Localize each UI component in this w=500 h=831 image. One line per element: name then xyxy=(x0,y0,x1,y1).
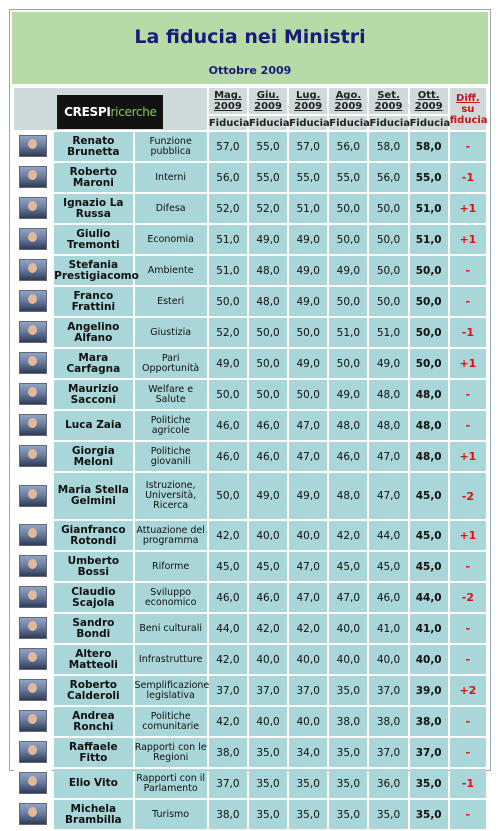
minister-photo-cell xyxy=(14,738,52,767)
fiducia-value: 55,0 xyxy=(249,163,287,192)
ministry-name: Politiche comunitarie xyxy=(135,707,207,736)
fiducia-value: 50,0 xyxy=(289,380,327,409)
minister-name: Giorgia Meloni xyxy=(54,442,132,471)
diff-value: -2 xyxy=(450,583,486,612)
fiducia-value: 49,0 xyxy=(329,256,367,285)
fiducia-value: 37,0 xyxy=(369,738,407,767)
table-row xyxy=(14,645,486,674)
minister-name: Ignazio La Russa xyxy=(54,194,132,223)
fiducia-value: 55,0 xyxy=(249,132,287,161)
fiducia-value: 48,0 xyxy=(410,380,448,409)
minister-photo-cell xyxy=(14,645,52,674)
fiducia-value: 57,0 xyxy=(209,132,247,161)
table-row xyxy=(14,380,486,409)
minister-photo xyxy=(19,321,47,343)
fiducia-value: 46,0 xyxy=(329,442,367,471)
minister-name: Mara Carfagna xyxy=(54,349,132,378)
table-row xyxy=(14,521,486,550)
minister-photo-cell xyxy=(14,411,52,440)
ministry-name: Politiche giovanili xyxy=(135,442,207,471)
logo-cell xyxy=(14,88,207,130)
fiducia-value: 48,0 xyxy=(410,411,448,440)
month-header: Lug. 2009 xyxy=(289,88,327,114)
fiducia-value: 44,0 xyxy=(209,614,247,643)
diff-value: -1 xyxy=(450,318,486,347)
ministry-name: Difesa xyxy=(135,194,207,223)
table-row xyxy=(14,707,486,736)
ministry-name: Turismo xyxy=(135,800,207,829)
fiducia-value: 40,0 xyxy=(369,645,407,674)
minister-photo xyxy=(19,290,47,312)
minister-name: Raffaele Fitto xyxy=(54,738,132,767)
minister-name: Sandro Bondi xyxy=(54,614,132,643)
fiducia-value: 40,0 xyxy=(249,707,287,736)
diff-value: -2 xyxy=(450,473,486,519)
fiducia-value: 48,0 xyxy=(249,256,287,285)
fiducia-value: 35,0 xyxy=(410,769,448,798)
fiducia-value: 48,0 xyxy=(410,442,448,471)
fiducia-value: 38,0 xyxy=(329,707,367,736)
fiducia-value: 50,0 xyxy=(329,287,367,316)
fiducia-value: 40,0 xyxy=(249,645,287,674)
diff-value: -1 xyxy=(450,769,486,798)
minister-photo xyxy=(19,555,47,577)
fiducia-value: 45,0 xyxy=(410,552,448,581)
table-body xyxy=(14,132,486,829)
fiducia-value: 50,0 xyxy=(209,380,247,409)
fiducia-value: 41,0 xyxy=(410,614,448,643)
fiducia-value: 42,0 xyxy=(209,707,247,736)
diff-value: - xyxy=(450,800,486,829)
fiducia-value: 50,0 xyxy=(369,194,407,223)
fiducia-value: 51,0 xyxy=(369,318,407,347)
table-row xyxy=(14,318,486,347)
diff-value: +1 xyxy=(450,442,486,471)
ministry-name: Esteri xyxy=(135,287,207,316)
ministry-name: Riforme xyxy=(135,552,207,581)
fiducia-value: 48,0 xyxy=(329,473,367,519)
table-row xyxy=(14,442,486,471)
fiducia-value: 55,0 xyxy=(289,163,327,192)
fiducia-value: 40,0 xyxy=(289,521,327,550)
fiducia-header: Fiducia xyxy=(248,117,290,129)
ministry-name: Ambiente xyxy=(135,256,207,285)
minister-photo xyxy=(19,710,47,732)
ministry-name: Attuazione del programma xyxy=(135,521,207,550)
table-row xyxy=(14,769,486,798)
minister-photo-cell xyxy=(14,194,52,223)
ministry-name: Giustizia xyxy=(135,318,207,347)
fiducia-value: 35,0 xyxy=(329,800,367,829)
fiducia-value: 35,0 xyxy=(329,769,367,798)
fiducia-value: 46,0 xyxy=(369,583,407,612)
fiducia-value: 47,0 xyxy=(369,442,407,471)
table-row xyxy=(14,411,486,440)
fiducia-value: 50,0 xyxy=(369,287,407,316)
fiducia-value: 50,0 xyxy=(329,225,367,254)
minister-photo-cell xyxy=(14,800,52,829)
fiducia-value: 46,0 xyxy=(209,411,247,440)
diff-value: +2 xyxy=(450,676,486,705)
fiducia-value: 50,0 xyxy=(329,194,367,223)
fiducia-value: 38,0 xyxy=(410,707,448,736)
fiducia-value: 44,0 xyxy=(369,521,407,550)
fiducia-value: 35,0 xyxy=(329,738,367,767)
minister-photo-cell xyxy=(14,132,52,161)
fiducia-value: 42,0 xyxy=(249,614,287,643)
fiducia-value: 55,0 xyxy=(329,163,367,192)
diff-value: - xyxy=(450,380,486,409)
fiducia-value: 50,0 xyxy=(249,380,287,409)
minister-photo-cell xyxy=(14,163,52,192)
diff-value: - xyxy=(450,411,486,440)
ministry-name: Funzione pubblica xyxy=(135,132,207,161)
diff-value: - xyxy=(450,645,486,674)
minister-photo-cell xyxy=(14,769,52,798)
fiducia-value: 35,0 xyxy=(249,800,287,829)
fiducia-value: 50,0 xyxy=(209,287,247,316)
diff-value: +1 xyxy=(450,225,486,254)
table-row xyxy=(14,473,486,519)
table-frame xyxy=(9,9,491,826)
fiducia-value: 35,0 xyxy=(410,800,448,829)
fiducia-value: 49,0 xyxy=(249,473,287,519)
minister-photo xyxy=(19,383,47,405)
minister-name: Renato Brunetta xyxy=(54,132,132,161)
minister-photo-cell xyxy=(14,614,52,643)
minister-photo xyxy=(19,445,47,467)
ministry-name: Interni xyxy=(135,163,207,192)
fiducia-value: 51,0 xyxy=(289,194,327,223)
fiducia-value: 48,0 xyxy=(249,287,287,316)
fiducia-value: 50,0 xyxy=(249,349,287,378)
fiducia-value: 45,0 xyxy=(369,552,407,581)
fiducia-value: 47,0 xyxy=(289,552,327,581)
fiducia-value: 36,0 xyxy=(369,769,407,798)
diff-value: -1 xyxy=(450,163,486,192)
minister-name: Franco Frattini xyxy=(54,287,132,316)
fiducia-value: 47,0 xyxy=(369,473,407,519)
fiducia-value: 58,0 xyxy=(410,132,448,161)
fiducia-value: 45,0 xyxy=(410,521,448,550)
fiducia-value: 35,0 xyxy=(249,738,287,767)
fiducia-value: 39,0 xyxy=(410,676,448,705)
fiducia-value: 51,0 xyxy=(209,256,247,285)
fiducia-value: 50,0 xyxy=(410,349,448,378)
fiducia-header: Fiducia xyxy=(369,117,411,129)
fiducia-value: 37,0 xyxy=(369,676,407,705)
diff-header: Diff. su fiducia xyxy=(450,88,486,130)
table-row xyxy=(14,614,486,643)
fiducia-value: 50,0 xyxy=(249,318,287,347)
fiducia-value: 56,0 xyxy=(369,163,407,192)
fiducia-value: 40,0 xyxy=(289,707,327,736)
diff-value: - xyxy=(450,614,486,643)
fiducia-value: 42,0 xyxy=(329,521,367,550)
fiducia-value: 35,0 xyxy=(289,769,327,798)
fiducia-value: 48,0 xyxy=(369,380,407,409)
minister-photo xyxy=(19,803,47,825)
minister-photo-cell xyxy=(14,707,52,736)
fiducia-value: 41,0 xyxy=(369,614,407,643)
minister-photo-cell xyxy=(14,583,52,612)
minister-photo xyxy=(19,135,47,157)
minister-photo xyxy=(19,679,47,701)
fiducia-value: 35,0 xyxy=(289,800,327,829)
minister-photo xyxy=(19,485,47,507)
table-row xyxy=(14,800,486,829)
fiducia-value: 35,0 xyxy=(249,769,287,798)
fiducia-value: 35,0 xyxy=(329,676,367,705)
minister-name: Altero Matteoli xyxy=(54,645,132,674)
fiducia-value: 49,0 xyxy=(289,225,327,254)
minister-photo-cell xyxy=(14,552,52,581)
fiducia-value: 37,0 xyxy=(249,676,287,705)
fiducia-value: 49,0 xyxy=(369,349,407,378)
fiducia-value: 50,0 xyxy=(209,473,247,519)
page-title: La fiducia nei Ministri xyxy=(134,26,366,48)
ministry-name: Infrastrutture xyxy=(135,645,207,674)
crespi-ricerche-logo: CRESPI ricerche xyxy=(57,95,163,129)
fiducia-value: 50,0 xyxy=(329,349,367,378)
fiducia-value: 50,0 xyxy=(410,287,448,316)
page-subtitle: Ottobre 2009 xyxy=(208,64,292,77)
ministry-name: Rapporti con il Parlamento xyxy=(135,769,207,798)
diff-value: - xyxy=(450,738,486,767)
fiducia-value: 51,0 xyxy=(410,225,448,254)
minister-name: Maria Stella Gelmini xyxy=(54,473,132,519)
minister-name: Angelino Alfano xyxy=(54,318,132,347)
fiducia-value: 42,0 xyxy=(289,614,327,643)
diff-value: - xyxy=(450,707,486,736)
table-row xyxy=(14,256,486,285)
minister-photo xyxy=(19,228,47,250)
minister-photo-cell xyxy=(14,349,52,378)
minister-name: Andrea Ronchi xyxy=(54,707,132,736)
ministry-name: Rapporti con le Regioni xyxy=(135,738,207,767)
fiducia-value: 45,0 xyxy=(249,552,287,581)
month-header: Ago. 2009 xyxy=(329,88,367,114)
minister-name: Roberto Calderoli xyxy=(54,676,132,705)
table-row xyxy=(14,287,486,316)
fiducia-value: 35,0 xyxy=(369,800,407,829)
diff-value: - xyxy=(450,552,486,581)
fiducia-value: 58,0 xyxy=(369,132,407,161)
fiducia-value: 49,0 xyxy=(329,380,367,409)
fiducia-value: 34,0 xyxy=(289,738,327,767)
table-row xyxy=(14,225,486,254)
fiducia-value: 51,0 xyxy=(410,194,448,223)
minister-photo xyxy=(19,197,47,219)
minister-photo xyxy=(19,741,47,763)
fiducia-value: 50,0 xyxy=(369,256,407,285)
fiducia-value: 46,0 xyxy=(209,442,247,471)
fiducia-value: 45,0 xyxy=(329,552,367,581)
fiducia-value: 49,0 xyxy=(249,225,287,254)
fiducia-value: 46,0 xyxy=(249,442,287,471)
ministry-name: Beni culturali xyxy=(135,614,207,643)
table-row xyxy=(14,738,486,767)
fiducia-value: 44,0 xyxy=(410,583,448,612)
minister-photo-cell xyxy=(14,225,52,254)
minister-name: Claudio Scajola xyxy=(54,583,132,612)
fiducia-value: 40,0 xyxy=(329,645,367,674)
fiducia-value: 52,0 xyxy=(209,318,247,347)
ministry-name: Sviluppo economico xyxy=(135,583,207,612)
fiducia-value: 40,0 xyxy=(329,614,367,643)
fiducia-value: 47,0 xyxy=(329,583,367,612)
minister-photo-cell xyxy=(14,442,52,471)
fiducia-value: 50,0 xyxy=(410,318,448,347)
fiducia-value: 42,0 xyxy=(209,645,247,674)
minister-photo-cell xyxy=(14,380,52,409)
minister-photo xyxy=(19,772,47,794)
month-header: Giu. 2009 xyxy=(249,88,287,114)
fiducia-value: 48,0 xyxy=(369,411,407,440)
fiducia-value: 51,0 xyxy=(329,318,367,347)
month-header: Mag. 2009 xyxy=(209,88,247,114)
fiducia-header: Fiducia xyxy=(329,117,370,129)
fiducia-header: Fiducia xyxy=(409,117,451,129)
minister-photo xyxy=(19,648,47,670)
minister-photo-cell xyxy=(14,521,52,550)
fiducia-value: 46,0 xyxy=(249,583,287,612)
fiducia-value: 56,0 xyxy=(209,163,247,192)
fiducia-value: 38,0 xyxy=(209,738,247,767)
minister-name: Roberto Maroni xyxy=(54,163,132,192)
fiducia-value: 48,0 xyxy=(329,411,367,440)
ministers-table xyxy=(12,86,488,831)
table-row xyxy=(14,163,486,192)
fiducia-header: Fiducia xyxy=(208,117,250,129)
table-row xyxy=(14,349,486,378)
ministry-name: Istruzione, Università, Ricerca xyxy=(135,473,207,519)
fiducia-value: 50,0 xyxy=(369,225,407,254)
minister-name: Michela Brambilla xyxy=(54,800,132,829)
minister-photo-cell xyxy=(14,473,52,519)
minister-photo-cell xyxy=(14,318,52,347)
fiducia-value: 50,0 xyxy=(410,256,448,285)
fiducia-value: 42,0 xyxy=(209,521,247,550)
fiducia-value: 49,0 xyxy=(209,349,247,378)
minister-photo xyxy=(19,586,47,608)
minister-photo-cell xyxy=(14,287,52,316)
minister-photo xyxy=(19,414,47,436)
minister-name: Luca Zaia xyxy=(54,411,132,440)
ministry-name: Pari Opportunità xyxy=(135,349,207,378)
ministry-name: Welfare e Salute xyxy=(135,380,207,409)
diff-value: +1 xyxy=(450,194,486,223)
fiducia-value: 40,0 xyxy=(410,645,448,674)
ministry-name: Economia xyxy=(135,225,207,254)
fiducia-value: 50,0 xyxy=(289,318,327,347)
fiducia-value: 38,0 xyxy=(369,707,407,736)
fiducia-value: 47,0 xyxy=(289,583,327,612)
fiducia-value: 37,0 xyxy=(410,738,448,767)
title-banner xyxy=(12,12,488,84)
fiducia-value: 56,0 xyxy=(329,132,367,161)
table-row xyxy=(14,194,486,223)
fiducia-value: 37,0 xyxy=(289,676,327,705)
ministry-name: Semplificazione legislativa xyxy=(135,676,207,705)
fiducia-value: 51,0 xyxy=(209,225,247,254)
fiducia-value: 47,0 xyxy=(289,411,327,440)
fiducia-value: 52,0 xyxy=(209,194,247,223)
fiducia-value: 46,0 xyxy=(209,583,247,612)
fiducia-value: 37,0 xyxy=(209,676,247,705)
minister-photo xyxy=(19,352,47,374)
fiducia-value: 46,0 xyxy=(249,411,287,440)
minister-name: Giulio Tremonti xyxy=(54,225,132,254)
fiducia-value: 49,0 xyxy=(289,287,327,316)
minister-photo-cell xyxy=(14,676,52,705)
fiducia-value: 45,0 xyxy=(410,473,448,519)
table-row xyxy=(14,552,486,581)
fiducia-value: 37,0 xyxy=(209,769,247,798)
diff-value: - xyxy=(450,287,486,316)
fiducia-value: 49,0 xyxy=(289,473,327,519)
fiducia-value: 55,0 xyxy=(410,163,448,192)
table-row xyxy=(14,583,486,612)
minister-photo xyxy=(19,259,47,281)
minister-name: Stefania Prestigiacomo xyxy=(54,256,132,285)
minister-name: Elio Vito xyxy=(54,769,132,798)
month-header: Set. 2009 xyxy=(369,88,407,114)
fiducia-value: 47,0 xyxy=(289,442,327,471)
fiducia-value: 52,0 xyxy=(249,194,287,223)
minister-photo xyxy=(19,166,47,188)
ministry-name: Politiche agricole xyxy=(135,411,207,440)
minister-photo xyxy=(19,617,47,639)
minister-name: Maurizio Sacconi xyxy=(54,380,132,409)
fiducia-value: 38,0 xyxy=(209,800,247,829)
fiducia-value: 40,0 xyxy=(289,645,327,674)
diff-value: - xyxy=(450,256,486,285)
minister-name: Umberto Bossi xyxy=(54,552,132,581)
table-row xyxy=(14,132,486,161)
minister-name: Gianfranco Rotondi xyxy=(54,521,132,550)
diff-value: +1 xyxy=(450,349,486,378)
fiducia-value: 49,0 xyxy=(289,349,327,378)
fiducia-value: 57,0 xyxy=(289,132,327,161)
fiducia-value: 49,0 xyxy=(289,256,327,285)
fiducia-value: 45,0 xyxy=(209,552,247,581)
table-row xyxy=(14,676,486,705)
fiducia-header: Fiducia xyxy=(289,117,330,129)
diff-value: - xyxy=(450,132,486,161)
minister-photo xyxy=(19,524,47,546)
minister-photo-cell xyxy=(14,256,52,285)
month-header: Ott. 2009 xyxy=(410,88,448,114)
diff-value: +1 xyxy=(450,521,486,550)
fiducia-value: 40,0 xyxy=(249,521,287,550)
